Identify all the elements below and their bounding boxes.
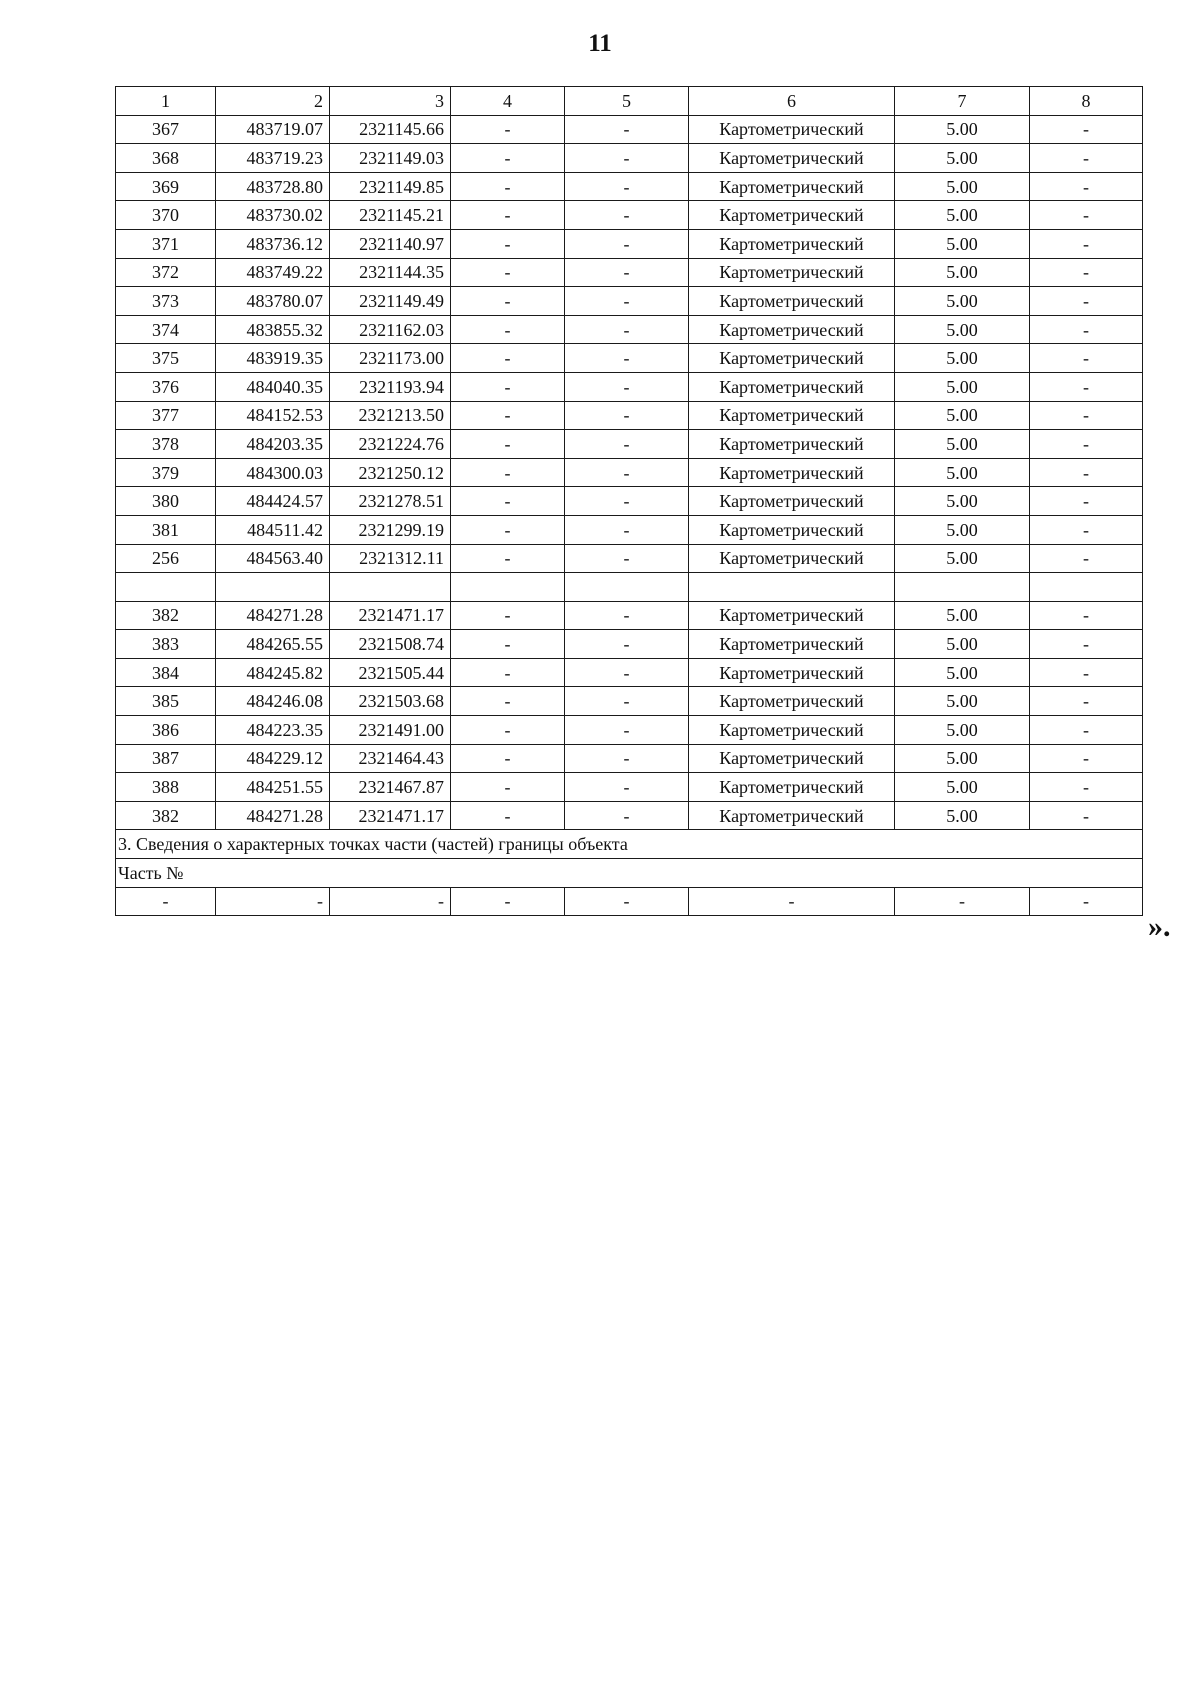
table-cell-col-4: - (451, 601, 565, 630)
table-cell-col-4: - (451, 229, 565, 258)
table-cell-col-3: 2321213.50 (330, 401, 451, 430)
table-cell-col-5: - (565, 687, 689, 716)
table-cell-col-2: 484245.82 (216, 658, 330, 687)
table-cell-col-2: 484511.42 (216, 515, 330, 544)
table-cell-col-3: 2321149.49 (330, 287, 451, 316)
table-cell-col-8: - (1030, 458, 1143, 487)
table-row (116, 144, 1143, 173)
table-cell-col-2: 484271.28 (216, 801, 330, 830)
table-cell-col-5: - (565, 716, 689, 745)
table-cell-col-1: 380 (116, 487, 216, 516)
table-row (116, 372, 1143, 401)
table-cell-col-7: 7 (895, 87, 1030, 116)
table-cell-col-1: 388 (116, 773, 216, 802)
table-cell-col-2: - (216, 887, 330, 916)
table-cell-col-1: 368 (116, 144, 216, 173)
table-cell-col-6: Картометрический (689, 544, 895, 573)
table-cell-col-6: Картометрический (689, 773, 895, 802)
table-cell-col-6: Картометрический (689, 144, 895, 173)
table-cell-col-3: 2321250.12 (330, 458, 451, 487)
table-cell-col-7: 5.00 (895, 315, 1030, 344)
table-cell-col-4: - (451, 658, 565, 687)
table-cell-col-1: 386 (116, 716, 216, 745)
part-data-row (116, 887, 1143, 916)
table-cell-col-1: 385 (116, 687, 216, 716)
part-label-row (116, 859, 1143, 888)
table-cell-col-3: 2321149.03 (330, 144, 451, 173)
table-cell-col-4: - (451, 887, 565, 916)
table-cell-col-8: - (1030, 115, 1143, 144)
table-cell-col-8: - (1030, 658, 1143, 687)
table-cell-col-1: 370 (116, 201, 216, 230)
table-cell-col-3: 2321144.35 (330, 258, 451, 287)
table-cell-col-3: 2321278.51 (330, 487, 451, 516)
table-header-row (116, 87, 1143, 116)
table-cell-col-5: - (565, 487, 689, 516)
table-cell-col-6: Картометрический (689, 315, 895, 344)
table-cell-col-2: 484424.57 (216, 487, 330, 516)
table-cell-col-6: Картометрический (689, 201, 895, 230)
table-row (116, 401, 1143, 430)
table-cell-col-2: 484040.35 (216, 372, 330, 401)
closing-quote-mark: ». (1148, 910, 1171, 943)
table-cell-col-2: 484203.35 (216, 430, 330, 459)
table-cell-col-4: - (451, 144, 565, 173)
table-cell-col-6: - (689, 887, 895, 916)
table-cell-col-7: 5.00 (895, 201, 1030, 230)
table-cell-col-8: - (1030, 201, 1143, 230)
table-cell-col-4: - (451, 344, 565, 373)
table-cell-col-8: - (1030, 544, 1143, 573)
table-cell-col-8: 8 (1030, 87, 1143, 116)
table-cell-col-5: - (565, 887, 689, 916)
table-cell-col-2: 484152.53 (216, 401, 330, 430)
table-cell-col-7: 5.00 (895, 229, 1030, 258)
table-cell-col-2: 484223.35 (216, 716, 330, 745)
table-cell-col-2: 484265.55 (216, 630, 330, 659)
table-cell-col-8: - (1030, 372, 1143, 401)
table-cell-col-2: 484271.28 (216, 601, 330, 630)
table-row (116, 287, 1143, 316)
table-cell-col-2: 2 (216, 87, 330, 116)
table-cell-col-4: - (451, 372, 565, 401)
table-cell-col-5: - (565, 172, 689, 201)
table-row (116, 687, 1143, 716)
table-row (116, 544, 1143, 573)
table-cell-col-4: - (451, 801, 565, 830)
table-cell-col-8: - (1030, 344, 1143, 373)
table-row (116, 458, 1143, 487)
table-cell-col-8: - (1030, 287, 1143, 316)
table-cell-col-1: - (116, 887, 216, 916)
table-cell-col-7: 5.00 (895, 773, 1030, 802)
table-cell-col-2: 483919.35 (216, 344, 330, 373)
table-cell-col-5: - (565, 458, 689, 487)
table-cell-col-4: - (451, 716, 565, 745)
table-row (116, 601, 1143, 630)
table-cell-col-3: 2321471.17 (330, 801, 451, 830)
table-row (116, 344, 1143, 373)
table-cell-col-8: - (1030, 229, 1143, 258)
empty-cell (451, 573, 565, 602)
table-cell-col-6: Картометрический (689, 601, 895, 630)
table-cell-col-7: 5.00 (895, 458, 1030, 487)
table-row (116, 658, 1143, 687)
table-cell-col-2: 483728.80 (216, 172, 330, 201)
page-number: 11 (588, 30, 612, 57)
table-cell-col-4: - (451, 544, 565, 573)
table-row (116, 115, 1143, 144)
table-cell-col-1: 369 (116, 172, 216, 201)
table-cell-col-7: 5.00 (895, 515, 1030, 544)
table-cell-col-6: Картометрический (689, 430, 895, 459)
table-cell-col-7: - (895, 887, 1030, 916)
table-cell-col-8: - (1030, 487, 1143, 516)
table-cell-col-2: 483719.07 (216, 115, 330, 144)
table-cell-col-5: - (565, 515, 689, 544)
table-cell-col-1: 381 (116, 515, 216, 544)
table-cell-col-6: Картометрический (689, 115, 895, 144)
table-cell-col-7: 5.00 (895, 372, 1030, 401)
table-cell-col-7: 5.00 (895, 544, 1030, 573)
table-cell-col-3: 2321162.03 (330, 315, 451, 344)
table-cell-col-5: - (565, 344, 689, 373)
table-cell-col-7: 5.00 (895, 744, 1030, 773)
table-cell-col-5: - (565, 315, 689, 344)
table-row (116, 630, 1143, 659)
table-cell-col-8: - (1030, 716, 1143, 745)
table-cell-col-4: - (451, 458, 565, 487)
table-cell-col-3: 2321491.00 (330, 716, 451, 745)
table-cell-col-8: - (1030, 315, 1143, 344)
table-cell-col-1: 256 (116, 544, 216, 573)
table-cell-col-1: 376 (116, 372, 216, 401)
table-cell-col-7: 5.00 (895, 716, 1030, 745)
table-row (116, 229, 1143, 258)
table-cell-col-2: 483749.22 (216, 258, 330, 287)
table-cell-col-1: 378 (116, 430, 216, 459)
table-cell-col-7: 5.00 (895, 630, 1030, 659)
table-cell-col-5: - (565, 229, 689, 258)
table-cell-col-4: - (451, 287, 565, 316)
table-cell-col-6: Картометрический (689, 687, 895, 716)
table-cell-col-2: 483719.23 (216, 144, 330, 173)
table-cell-col-8: - (1030, 401, 1143, 430)
table-cell-col-6: Картометрический (689, 744, 895, 773)
table-cell-col-7: 5.00 (895, 687, 1030, 716)
table-cell-col-4: - (451, 773, 565, 802)
empty-cell (216, 573, 330, 602)
table-cell-col-6: Картометрический (689, 801, 895, 830)
table-cell-col-4: - (451, 687, 565, 716)
table-cell-col-1: 373 (116, 287, 216, 316)
table-cell-col-3: 2321464.43 (330, 744, 451, 773)
table-cell-col-5: 5 (565, 87, 689, 116)
table-cell-col-6: Картометрический (689, 401, 895, 430)
table-cell-col-3: 3 (330, 87, 451, 116)
table-cell-col-3: 2321503.68 (330, 687, 451, 716)
table-cell-col-1: 387 (116, 744, 216, 773)
empty-cell (689, 573, 895, 602)
section-title: 3. Сведения о характерных точках части (частей) границы объекта (116, 830, 1143, 859)
table-row (116, 430, 1143, 459)
table-cell-col-6: Картометрический (689, 229, 895, 258)
table-cell-col-5: - (565, 801, 689, 830)
table-cell-col-5: - (565, 115, 689, 144)
table-cell-col-8: - (1030, 144, 1143, 173)
table-cell-col-7: 5.00 (895, 287, 1030, 316)
table-cell-col-3: 2321467.87 (330, 773, 451, 802)
table-cell-col-6: Картометрический (689, 458, 895, 487)
table-cell-col-2: 483730.02 (216, 201, 330, 230)
table-row (116, 773, 1143, 802)
table-cell-col-3: 2321140.97 (330, 229, 451, 258)
table-cell-col-4: - (451, 201, 565, 230)
table-cell-col-5: - (565, 287, 689, 316)
boundary-points-table (115, 86, 1143, 916)
table-cell-col-6: Картометрический (689, 258, 895, 287)
table-cell-col-3: 2321508.74 (330, 630, 451, 659)
table-cell-col-8: - (1030, 773, 1143, 802)
table-row (116, 716, 1143, 745)
table-cell-col-1: 384 (116, 658, 216, 687)
table-cell-col-6: Картометрический (689, 658, 895, 687)
table-cell-col-2: 484246.08 (216, 687, 330, 716)
table-cell-col-2: 484300.03 (216, 458, 330, 487)
table-cell-col-4: - (451, 515, 565, 544)
table-cell-col-8: - (1030, 687, 1143, 716)
table-cell-col-1: 1 (116, 87, 216, 116)
empty-cell (116, 573, 216, 602)
table-cell-col-7: 5.00 (895, 658, 1030, 687)
table-cell-col-8: - (1030, 258, 1143, 287)
table-cell-col-3: 2321505.44 (330, 658, 451, 687)
table-cell-col-8: - (1030, 887, 1143, 916)
table-cell-col-4: - (451, 744, 565, 773)
table-row (116, 744, 1143, 773)
table-cell-col-6: Картометрический (689, 172, 895, 201)
table-cell-col-4: - (451, 401, 565, 430)
table-cell-col-2: 484251.55 (216, 773, 330, 802)
table-cell-col-7: 5.00 (895, 487, 1030, 516)
table-cell-col-5: - (565, 258, 689, 287)
table-cell-col-5: - (565, 630, 689, 659)
table-body (116, 87, 1143, 916)
table-cell-col-8: - (1030, 630, 1143, 659)
table-row (116, 172, 1143, 201)
table-cell-col-2: 483736.12 (216, 229, 330, 258)
table-cell-col-7: 5.00 (895, 172, 1030, 201)
table-cell-col-3: 2321471.17 (330, 601, 451, 630)
section-title-row (116, 830, 1143, 859)
empty-cell (565, 573, 689, 602)
table-cell-col-8: - (1030, 172, 1143, 201)
table-cell-col-6: 6 (689, 87, 895, 116)
table-cell-col-4: - (451, 258, 565, 287)
table-cell-col-4: - (451, 315, 565, 344)
table-cell-col-5: - (565, 601, 689, 630)
table-cell-col-2: 483780.07 (216, 287, 330, 316)
table-cell-col-1: 379 (116, 458, 216, 487)
table-cell-col-7: 5.00 (895, 115, 1030, 144)
table-cell-col-1: 382 (116, 601, 216, 630)
table-cell-col-3: - (330, 887, 451, 916)
table-cell-col-3: 2321149.85 (330, 172, 451, 201)
table-cell-col-8: - (1030, 744, 1143, 773)
table-cell-col-3: 2321173.00 (330, 344, 451, 373)
table-cell-col-8: - (1030, 515, 1143, 544)
table-cell-col-6: Картометрический (689, 344, 895, 373)
table-cell-col-5: - (565, 658, 689, 687)
table-cell-col-3: 2321145.21 (330, 201, 451, 230)
table-cell-col-4: - (451, 630, 565, 659)
table-cell-col-1: 375 (116, 344, 216, 373)
table-cell-col-8: - (1030, 430, 1143, 459)
table-cell-col-1: 372 (116, 258, 216, 287)
table-cell-col-3: 2321312.11 (330, 544, 451, 573)
table-cell-col-3: 2321145.66 (330, 115, 451, 144)
table-row (116, 801, 1143, 830)
table-cell-col-7: 5.00 (895, 601, 1030, 630)
table-cell-col-1: 383 (116, 630, 216, 659)
table-cell-col-6: Картометрический (689, 287, 895, 316)
table-cell-col-3: 2321224.76 (330, 430, 451, 459)
contour-separator-row (116, 573, 1143, 602)
table-cell-col-5: - (565, 744, 689, 773)
table-cell-col-6: Картометрический (689, 487, 895, 516)
empty-cell (330, 573, 451, 602)
table-cell-col-4: - (451, 430, 565, 459)
table-cell-col-5: - (565, 430, 689, 459)
empty-cell (1030, 573, 1143, 602)
table-cell-col-5: - (565, 401, 689, 430)
table-cell-col-7: 5.00 (895, 344, 1030, 373)
table-cell-col-1: 367 (116, 115, 216, 144)
table-cell-col-1: 374 (116, 315, 216, 344)
table-cell-col-4: - (451, 487, 565, 516)
table-cell-col-3: 2321299.19 (330, 515, 451, 544)
table-cell-col-7: 5.00 (895, 801, 1030, 830)
table-row (116, 258, 1143, 287)
table-cell-col-3: 2321193.94 (330, 372, 451, 401)
table-cell-col-1: 377 (116, 401, 216, 430)
table-cell-col-5: - (565, 544, 689, 573)
table-cell-col-8: - (1030, 601, 1143, 630)
table-cell-col-5: - (565, 372, 689, 401)
table-cell-col-6: Картометрический (689, 630, 895, 659)
table-cell-col-7: 5.00 (895, 430, 1030, 459)
table-cell-col-5: - (565, 773, 689, 802)
table-cell-col-6: Картометрический (689, 372, 895, 401)
table-cell-col-2: 484563.40 (216, 544, 330, 573)
table-cell-col-4: - (451, 115, 565, 144)
table-cell-col-2: 483855.32 (216, 315, 330, 344)
table-cell-col-5: - (565, 201, 689, 230)
empty-cell (895, 573, 1030, 602)
table-cell-col-4: 4 (451, 87, 565, 116)
table-cell-col-7: 5.00 (895, 258, 1030, 287)
table-cell-col-8: - (1030, 801, 1143, 830)
table-cell-col-1: 371 (116, 229, 216, 258)
table-cell-col-7: 5.00 (895, 401, 1030, 430)
table-cell-col-2: 484229.12 (216, 744, 330, 773)
table-cell-col-4: - (451, 172, 565, 201)
table-cell-col-6: Картометрический (689, 716, 895, 745)
table-row (116, 201, 1143, 230)
table-cell-col-6: Картометрический (689, 515, 895, 544)
table-cell-col-1: 382 (116, 801, 216, 830)
table-cell-col-7: 5.00 (895, 144, 1030, 173)
table-row (116, 487, 1143, 516)
part-label: Часть № (116, 859, 1143, 888)
table-row (116, 315, 1143, 344)
table-cell-col-5: - (565, 144, 689, 173)
table-row (116, 515, 1143, 544)
